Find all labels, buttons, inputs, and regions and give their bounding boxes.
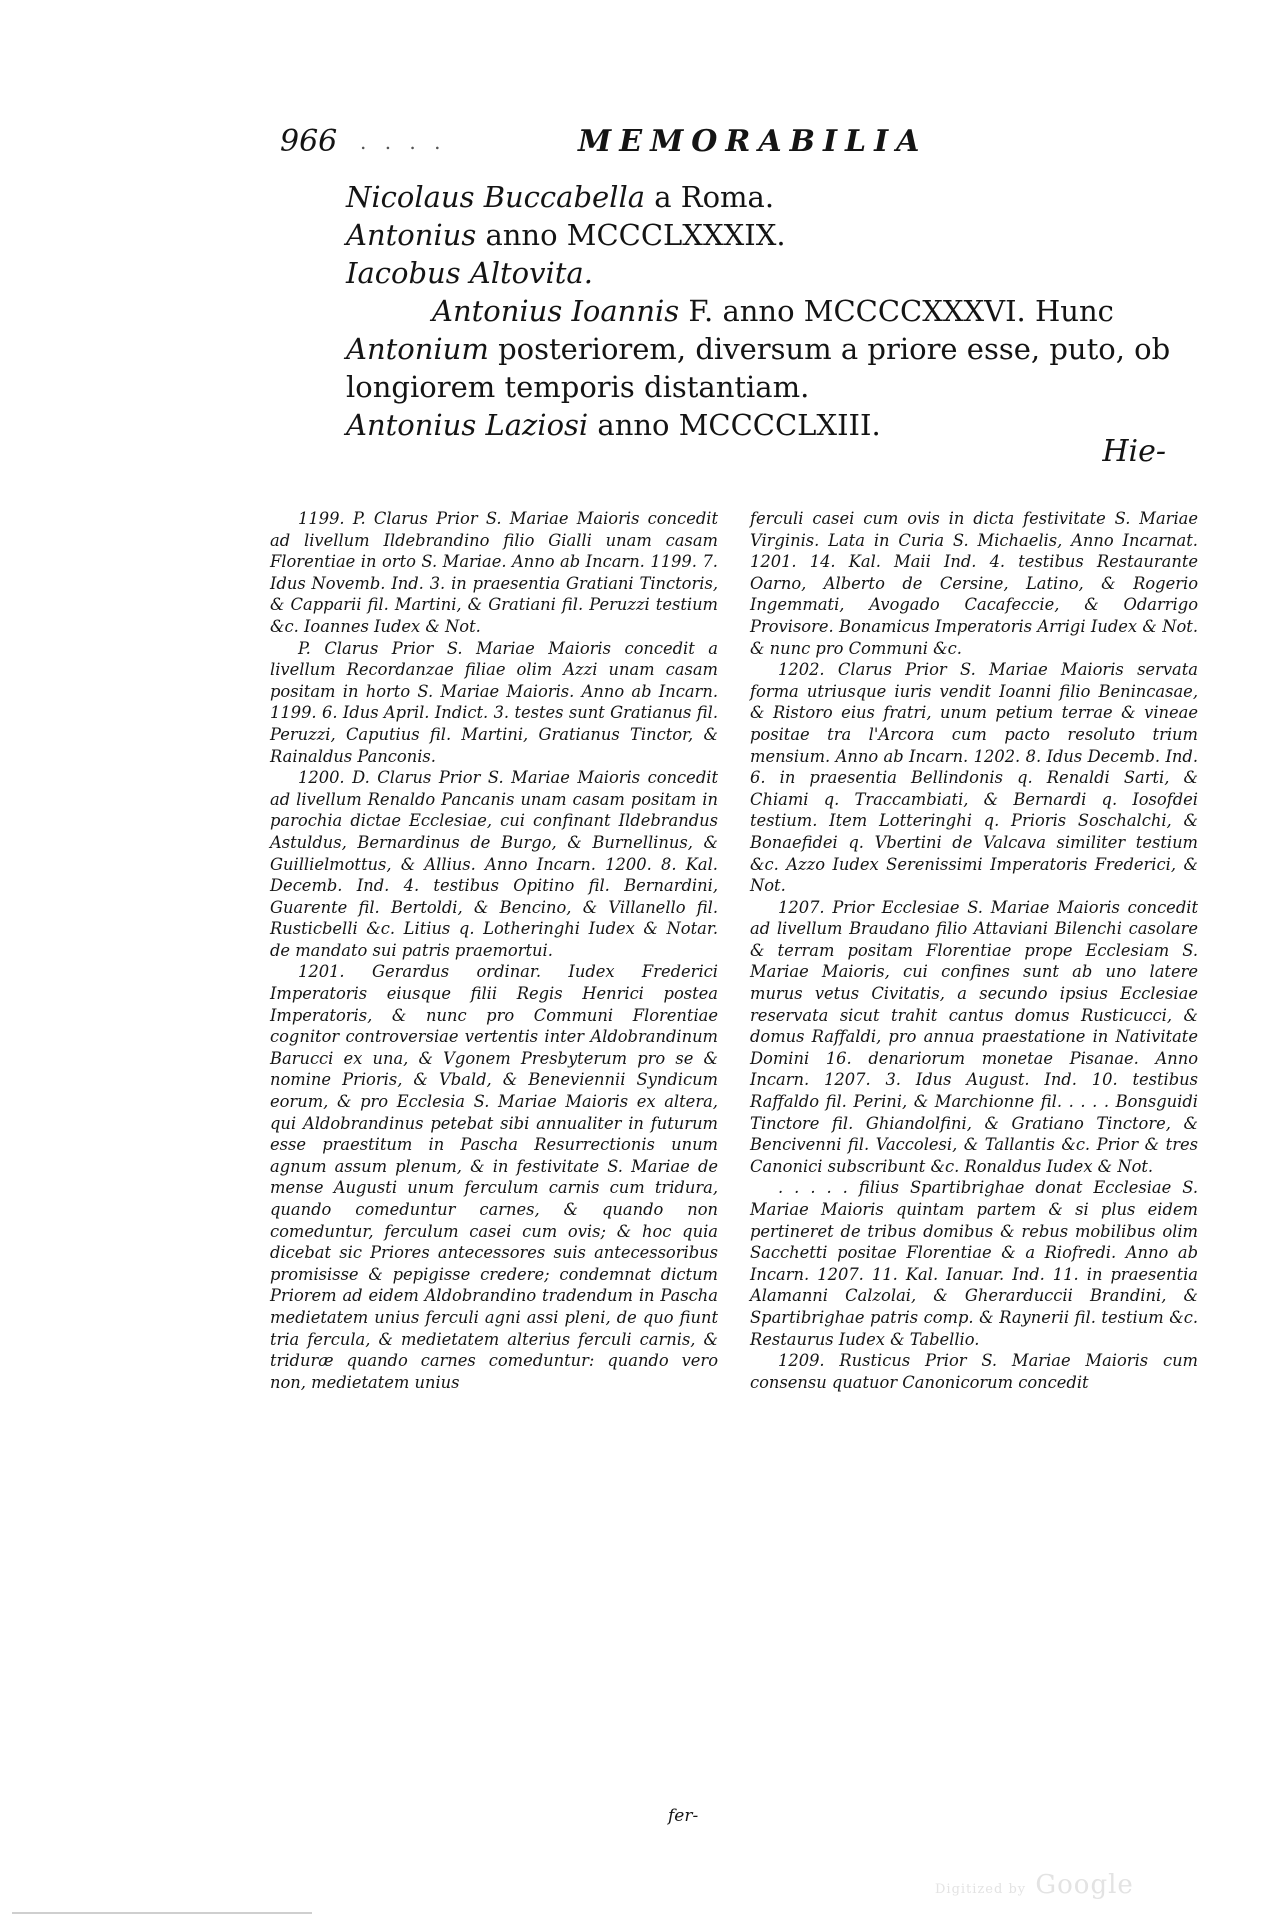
list-item: Nicolaus Buccabella a Roma. bbox=[346, 180, 775, 214]
paragraph: 1201. Gerardus ordinar. Iudex Frederici Imperatoris eiusque filii Regis Henrici postea Imperatoris, & nunc pro Communi Florentiae cognitor controversiae vertentis inter Aldobrandinum Barucci ex una, & Vgonem Presbyterum pro se & nomine Prioris, & Vbald, & Beneviennii Syndicum eorum, & pro Ecclesia S. Mariae Maioris ex altera, qui Aldobrandinus petebat sibi annualiter in futurum esse praestitum in Pascha Resurrectionis unum agnum assum plenum, & in festivitate S. Mariae de mense Augusti unum ferculum carnis cum tridura, quando comeduntur carnes, & quando non comeduntur, ferculum casei cum ovis; & hoc quia dicebat sic Priores antecessores suis antecessoribus promisisse & pepigisse credere; condemnat dictum Priorem ad eidem Aldobrandino tradendum in Pascha medietatem unius ferculi agni assi pleni, de quo fiunt tria fercula, & medietatem alterius ferculi carnis, & triduræ quando carnes comeduntur: quando vero non, medietatem unius bbox=[270, 962, 718, 1392]
right-column bbox=[750, 508, 1198, 1393]
list-item: Antonius Ioannis F. anno MCCCCXXXVI. Hunc Antonium posteriorem, diversum a priore esse, puto, ob longiorem temporis distantiam. bbox=[346, 294, 1171, 404]
name-list bbox=[346, 178, 1171, 444]
list-item: Iacobus Altovita. bbox=[346, 256, 593, 290]
paragraph: 1209. Rusticus Prior S. Mariae Maioris cum consensu quatuor Canonicorum concedit bbox=[750, 1351, 1198, 1392]
list-item: Antonius Laziosi anno MCCCCLXIII. bbox=[346, 408, 881, 442]
catchword-left-column: fer- bbox=[668, 1806, 699, 1826]
paragraph: 1199. P. Clarus Prior S. Mariae Maioris concedit ad livellum Ildebrandino filio Gialli unam casam Florentiae in orto S. Mariae. Anno ab Incarn. 1199. 7. Idus Novemb. Ind. 3. in praesentia Gratiani Tinctoris, & Capparii fil. Martini, & Gratiani fil. Peruzzi testium &c. Ioannes Iudex & Not. bbox=[270, 509, 718, 636]
left-column bbox=[270, 508, 718, 1393]
paragraph: 1200. D. Clarus Prior S. Mariae Maioris concedit ad livellum Renaldo Pancanis unam casam positam in parochia dictae Ecclesiae, cui confinant Ildebrandus Astuldus, Bernardinus de Burgo, & Burnellinus, & Guillielmottus, & Allius. Anno Incarn. 1200. 8. Kal. Decemb. Ind. 4. testibus Opitino fil. Bernardini, Guarente fil. Bertoldi, & Bencino, & Villanello fil. Rusticbelli &c. Litius q. Lotheringhi Iudex & Notar. de mandato sui patris praemortui. bbox=[270, 768, 718, 960]
paragraph: ferculi casei cum ovis in dicta festivitate S. Mariae Virginis. Lata in Curia S. Michaelis, Anno Incarnat. 1201. 14. Kal. Maii Ind. 4. testibus Restaurante Oarno, Alberto de Cersine, Latino, & Rogerio Ingemmati, Avogado Cacafeccie, & Odarrigo Provisore. Bonamicus Imperatoris Arrigi Iudex & Not. & nunc pro Communi &c. bbox=[750, 509, 1198, 658]
watermark-prefix: Digitized by bbox=[935, 1882, 1027, 1897]
paragraph: 1202. Clarus Prior S. Mariae Maioris servata forma utriusque iuris vendit Ioanni filio Benincasae, & Ristoro eius fratri, unum petium terrae & vineae positae tra l'Arcora cum pacto resoluto trium mensium. Anno ab Incarn. 1202. 8. Idus Decemb. Ind. 6. in praesentia Bellindonis q. Renaldi Sarti, & Chiami q. Traccambiati, & Bernardi q. Iosofdei testium. Item Lotteringhi q. Prioris Soschalchi, & Bonaefidei q. Vbertini de Valcava similiter testium &c. Azzo Iudex Serenissimi Imperatoris Frederici, & Not. bbox=[750, 660, 1198, 896]
running-head: MEMORABILIA bbox=[578, 124, 928, 159]
digitization-watermark bbox=[935, 1870, 1134, 1900]
paragraph: 1207. Prior Ecclesiae S. Mariae Maioris concedit ad livellum Braudano filio Attaviani Bilenchi casolare & terram positam Florentiae prope Ecclesiam S. Mariae Maioris, cui confines sunt ab uno latere murus vetus Civitatis, a secundo ipsius Ecclesiae reservata sicut trahit cantus domus Rusticucci, & domus Raffaldi, pro annua praestatione in Nativitate Domini 16. denariorum monetae Pisanae. Anno Incarn. 1207. 3. Idus August. Ind. 10. testibus Raffaldo fil. Perini, & Marchionne fil. . . . . Bonsguidi Tinctore fil. Ghiandolfini, & Gratiano Tinctore, & Bencivenni fil. Vaccolesi, & Tallantis &c. Prior & tres Canonici subscribunt &c. Ronaldus Iudex & Not. bbox=[750, 897, 1198, 1176]
header-dots: . . . . bbox=[360, 130, 447, 154]
catchword-top: Hie- bbox=[1102, 434, 1166, 469]
page-header bbox=[280, 124, 928, 164]
list-item: Antonius anno MCCCLXXXIX. bbox=[346, 218, 786, 252]
paragraph: . . . . . filius Spartibrighae donat Ecclesiae S. Mariae Maioris quintam partem & si plus eidem pertineret de tribus domibus & rebus mobilibus olim Sacchetti positae Florentiae & a Riofredi. Anno ab Incarn. 1207. 11. Kal. Ianuar. Ind. 11. in praesentia Alamanni Calzolai, & Gherarduccii Brandini, & Spartibrighae patris comp. & Raynerii fil. testium &c. Restaurus Iudex & Tabellio. bbox=[750, 1178, 1198, 1349]
watermark-brand: Google bbox=[1035, 1870, 1134, 1900]
paragraph: P. Clarus Prior S. Mariae Maioris concedit a livellum Recordanzae filiae olim Azzi unam casam positam in horto S. Mariae Maioris. Anno ab Incarn. 1199. 6. Idus April. Indict. 3. testes sunt Gratianus fil. Peruzzi, Caputius fil. Martini, Gratianus Tinctor, & Rainaldus Panconis. bbox=[270, 638, 718, 766]
scan-edge-rule bbox=[12, 1912, 312, 1914]
page-number: 966 bbox=[280, 124, 338, 159]
